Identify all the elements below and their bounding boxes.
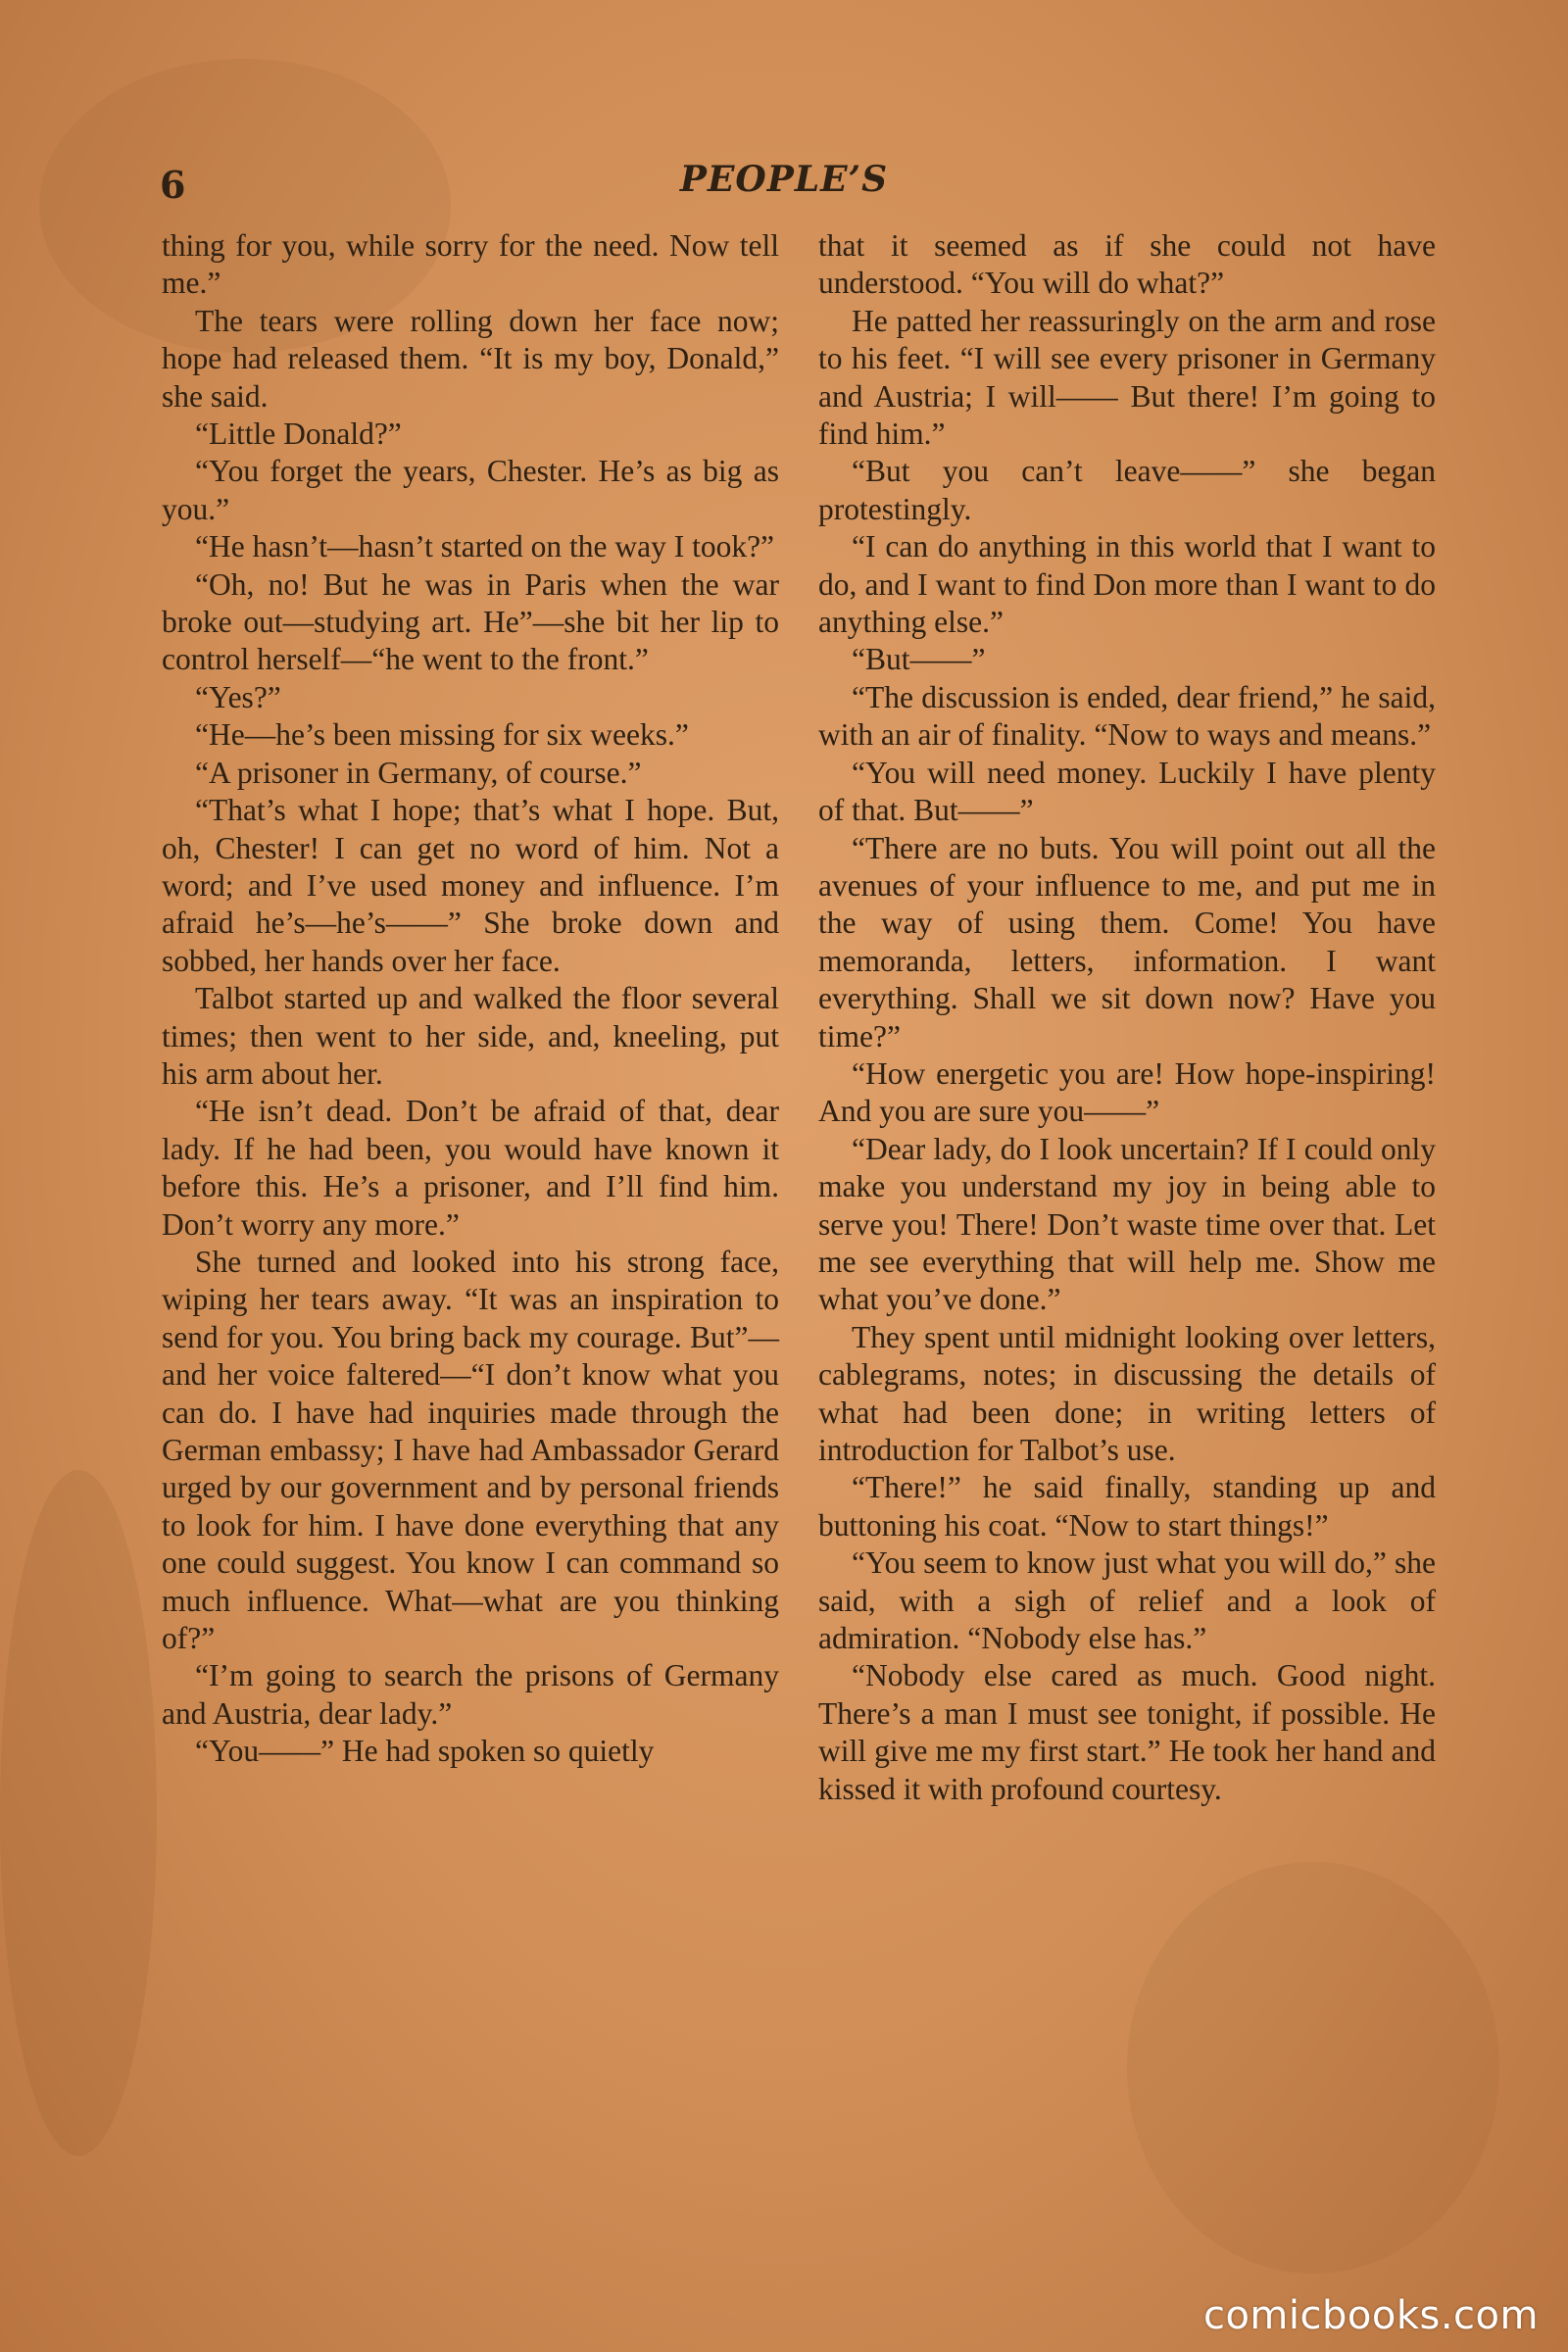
paragraph: “That’s what I hope; that’s what I hope. But, oh, Chester! I can get no word of him. Not a word; and I’ve used money and influence. I’m afraid he’s—he’s——” She broke down and sobbed, her hands over her face. [162,793,779,978]
paragraph: “Little Donald?” [195,416,402,452]
paragraph: “Nobody else cared as much. Good night. There’s a man I must see tonight, if possible. He will give me my first start.” He took her hand and kissed it with profound courtesy. [818,1658,1436,1806]
paragraph: He patted her reassuringly on the arm and rose to his feet. “I will see every prisoner in Germany and Austria; I will—— But there! I’m going to find him.” [818,303,1436,452]
paragraph: “He—he’s been missing for six weeks.” [195,717,689,753]
paper-stain [1127,1862,1499,2274]
paragraph: “How energetic you are! How hope-inspiring! And you are sure you——” [818,1055,1436,1129]
paragraph: “Oh, no! But he was in Paris when the war broke out—studying art. He”—she bit her lip to control herself—“he went to the front.” [162,566,779,677]
paragraph: “There are no buts. You will point out all the avenues of your influence to me, and put me in the way of using them. Come! You have memoranda, letters, information. I want everything. Shall we sit down now? Have you time?” [818,830,1436,1054]
paragraph: “Yes?” [195,679,281,714]
paragraph: The tears were rolling down her face now; hope had released them. “It is my boy, Donald,” she said. [162,303,779,414]
paragraph: “He isn’t dead. Don’t be afraid of that, dear lady. If he had been, you would have known it before this. He’s a prisoner, and I’ll find him. Don’t worry any more.” [162,1094,779,1242]
paragraph: “You——” He had spoken so quietly [195,1734,655,1769]
paragraph: “But——” [852,642,986,677]
paragraph: “You will need money. Luckily I have plenty of that. But——” [818,755,1436,828]
paragraph: “You seem to know just what you will do,” she said, with a sigh of relief and a look of admiration. “Nobody else has.” [818,1545,1436,1656]
paragraph: thing for you, while sorry for the need. Now tell me.” [162,228,779,301]
source-watermark: comicbooks.com [1202,2293,1539,2338]
paragraph: She turned and looked into his strong face, wiping her tears away. “It was an inspiration to send for you. You bring back my courage. But”—and her voice faltered—“I don’t know what you can do. I have had inquiries made through the German embassy; I have had Ambassador Gerard urged by our government and by personal friends to look for him. I have done everything that any one could suggest. You know I can command so much influence. What—what are you thinking of?” [162,1244,779,1656]
paper-stain [0,1470,157,2156]
paragraph: Talbot started up and walked the floor several times; then went to her side, and, kneeling, put his arm about her. [162,981,779,1091]
paragraph: “But you can’t leave——” she began protestingly. [818,454,1436,526]
paragraph: “I can do anything in this world that I want to do, and I want to find Don more than I want to do anything else.” [818,529,1436,640]
paragraph: that it seemed as if she could not have understood. “You will do what?” [818,228,1436,301]
paragraph: “He hasn’t—hasn’t started on the way I took?” [195,529,775,564]
running-head: PEOPLE’S [679,159,889,200]
paragraph: “A prisoner in Germany, of course.” [195,755,642,790]
paragraph: “You forget the years, Chester. He’s as big as you.” [162,454,779,526]
paragraph: “I’m going to search the prisons of Germany and Austria, dear lady.” [162,1658,779,1731]
paragraph: They spent until midnight looking over letters, cablegrams, notes; in discussing the details of what had been done; in writing letters of introduction for Talbot’s use. [818,1319,1436,1467]
page-number: 6 [160,163,186,207]
paragraph: “The discussion is ended, dear friend,” he said, with an air of finality. “Now to ways and means.” [818,679,1436,753]
text-column-left [162,227,779,1771]
paragraph: “Dear lady, do I look uncertain? If I could only make you understand my joy in being able to serve you! There! Don’t waste time over that. Let me see everything that will help me. Show me what you’ve done.” [818,1131,1436,1317]
text-column-right [818,227,1436,1808]
paragraph: “There!” he said finally, standing up and buttoning his coat. “Now to start things!” [818,1470,1436,1543]
